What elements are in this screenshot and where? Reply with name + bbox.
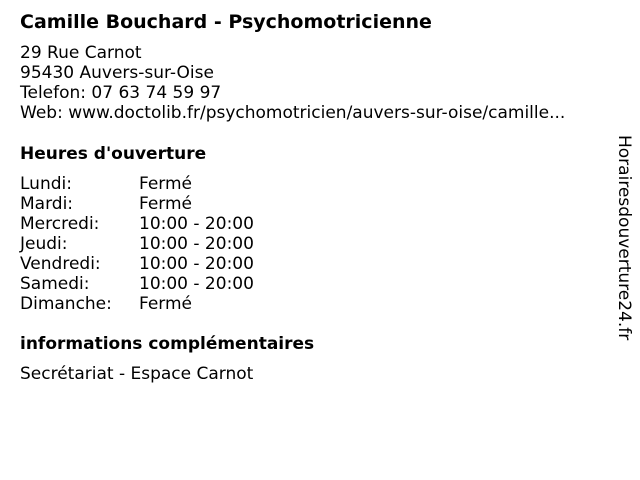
- address-city: 95430 Auvers-sur-Oise: [20, 63, 214, 83]
- website-link[interactable]: Web: www.doctolib.fr/psychomotricien/auvers-sur-oise/camille...: [20, 103, 566, 123]
- address-block: [20, 43, 565, 123]
- hours-row-sunday: [20, 294, 254, 314]
- day-hours: 10:00 - 20:00: [139, 214, 254, 234]
- day-label: Jeudi:: [20, 234, 68, 254]
- additional-info-text: Secrétariat - Espace Carnot: [20, 364, 254, 384]
- phone-number: Telefon: 07 63 74 59 97: [20, 83, 222, 103]
- additional-info-heading: informations complémentaires: [20, 334, 315, 354]
- day-hours: Fermé: [139, 194, 193, 214]
- day-label: Dimanche:: [20, 294, 112, 314]
- hours-row-wednesday: [20, 214, 254, 234]
- opening-hours-heading: Heures d'ouverture: [20, 144, 207, 164]
- day-label: Mercredi:: [20, 214, 100, 234]
- hours-row-thursday: [20, 234, 254, 254]
- page-title: Camille Bouchard - Psychomotricienne: [20, 11, 432, 33]
- day-hours: Fermé: [139, 294, 193, 314]
- site-watermark: [612, 135, 636, 345]
- hours-row-monday: [20, 174, 254, 194]
- day-hours: 10:00 - 20:00: [139, 234, 254, 254]
- day-label: Mardi:: [20, 194, 74, 214]
- hours-row-tuesday: [20, 194, 254, 214]
- day-label: Vendredi:: [20, 254, 101, 274]
- hours-row-saturday: [20, 274, 254, 294]
- day-label: Lundi:: [20, 174, 72, 194]
- day-label: Samedi:: [20, 274, 90, 294]
- opening-hours-table: [20, 174, 254, 314]
- day-hours: Fermé: [139, 174, 193, 194]
- address-street: 29 Rue Carnot: [20, 43, 142, 63]
- watermark-text: Horairesdouverture24.fr: [614, 135, 634, 341]
- hours-row-friday: [20, 254, 254, 274]
- day-hours: 10:00 - 20:00: [139, 254, 254, 274]
- day-hours: 10:00 - 20:00: [139, 274, 254, 294]
